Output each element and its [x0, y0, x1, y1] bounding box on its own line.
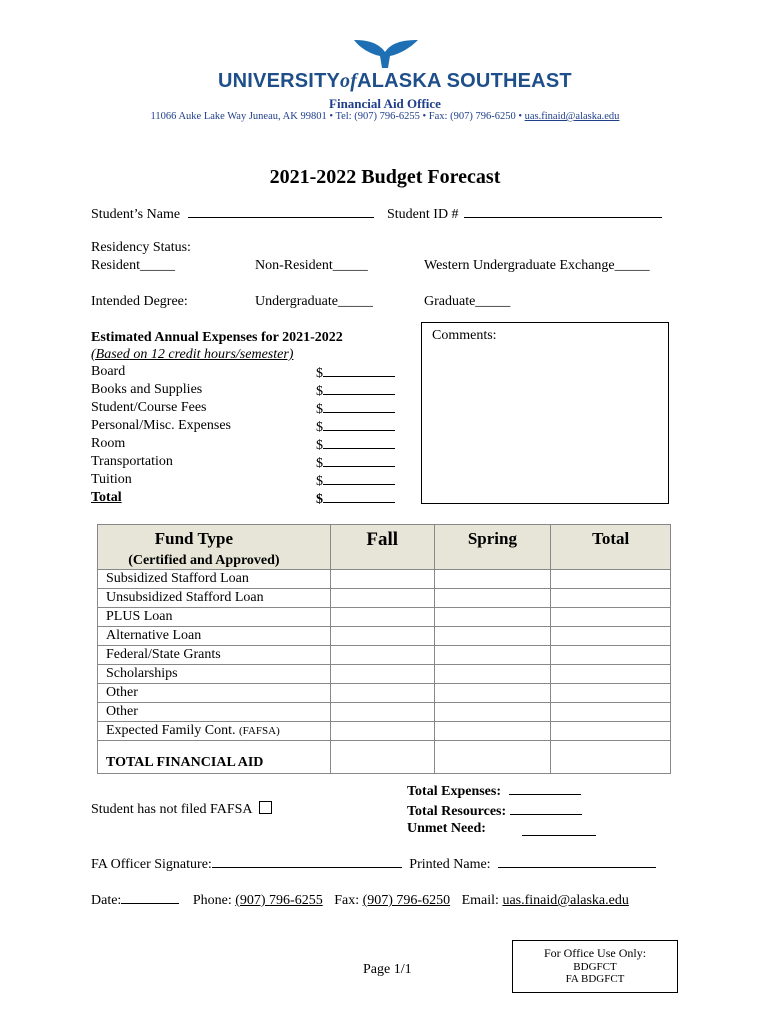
graduate-option[interactable]: Graduate_____ — [424, 294, 511, 309]
table-row: Subsidized Stafford Loan — [98, 570, 671, 589]
fafsa-checkbox[interactable] — [259, 801, 272, 814]
residency-label: Residency Status: — [91, 240, 191, 255]
office-use-box — [512, 940, 678, 993]
expense-label-board: Board — [91, 364, 126, 379]
expense-label-fees: Student/Course Fees — [91, 400, 207, 415]
expense-field-tuition[interactable]: $ — [316, 472, 395, 490]
date-field[interactable] — [121, 890, 179, 904]
header-spring: Spring — [434, 525, 551, 570]
total-expenses-row: Total Expenses: — [407, 781, 581, 800]
expense-field-board[interactable]: $ — [316, 364, 395, 382]
table-row-total: TOTAL FINANCIAL AID — [98, 741, 671, 774]
unmet-need-field[interactable] — [522, 822, 596, 841]
page-number: Page 1/1 — [363, 962, 412, 977]
whale-tail-logo-icon — [352, 38, 420, 70]
table-row: Other — [98, 684, 671, 703]
officer-signature-field[interactable] — [212, 854, 402, 868]
date-label: Date: — [91, 893, 122, 908]
student-name-row — [91, 204, 374, 223]
officer-signature-label: FA Officer Signature: — [91, 857, 212, 872]
resident-option[interactable]: Resident_____ — [91, 258, 175, 273]
expense-label-personal: Personal/Misc. Expenses — [91, 418, 231, 433]
student-id-row — [387, 204, 662, 223]
table-row: PLUS Loan — [98, 608, 671, 627]
expenses-subtitle: (Based on 12 credit hours/semester) — [91, 347, 294, 362]
expenses-title: Estimated Annual Expenses for 2021-2022 — [91, 330, 343, 345]
wue-option[interactable]: Western Undergraduate Exchange_____ — [424, 258, 650, 273]
email-link[interactable]: uas.finaid@alaska.edu — [502, 893, 629, 908]
table-row: Unsubsidized Stafford Loan — [98, 589, 671, 608]
signature-row — [91, 854, 656, 873]
expense-label-transportation: Transportation — [91, 454, 173, 469]
office-use-line2: FA BDGFCT — [565, 973, 625, 985]
table-row: Other — [98, 703, 671, 722]
total-expenses-field[interactable] — [509, 781, 581, 795]
office-contact: 11066 Auke Lake Way Juneau, AK 99801 • Tel: (907) 796-6255 • Fax: (907) 796-6250 • uas.finaid@alaska.edu — [150, 111, 620, 122]
printed-name-field[interactable] — [498, 854, 656, 868]
comments-box[interactable] — [421, 322, 669, 504]
university-name: UNIVERSITYofALASKA SOUTHEAST — [218, 70, 572, 92]
degree-label: Intended Degree: — [91, 294, 188, 309]
fund-table-header — [98, 525, 671, 570]
student-name-field[interactable] — [188, 204, 374, 218]
office-email-link[interactable]: uas.finaid@alaska.edu — [524, 111, 620, 122]
office-use-line1: BDGFCT — [573, 961, 617, 973]
expense-label-tuition: Tuition — [91, 472, 132, 487]
printed-name-label: Printed Name: — [409, 857, 491, 872]
table-row: Scholarships — [98, 665, 671, 684]
expense-field-personal[interactable]: $ — [316, 418, 395, 436]
expense-field-transportation[interactable]: $ — [316, 454, 395, 472]
total-resources-row: Total Resources: — [407, 801, 582, 820]
expense-field-fees[interactable]: $ — [316, 400, 395, 418]
expense-field-total[interactable]: $ — [316, 490, 395, 508]
office-use-title: For Office Use Only: — [543, 946, 647, 960]
footer-contact-row — [91, 890, 629, 909]
total-resources-field[interactable] — [510, 801, 582, 815]
student-name-label: Student’s Name — [91, 207, 181, 222]
fund-table — [97, 524, 671, 774]
expense-field-books[interactable]: $ — [316, 382, 395, 400]
non-resident-option[interactable]: Non-Resident_____ — [255, 258, 368, 273]
expense-label-room: Room — [91, 436, 126, 451]
header-fall: Fall — [330, 525, 434, 570]
comments-label: Comments: — [432, 328, 497, 343]
fax-label: Fax: — [334, 893, 360, 908]
expense-field-room[interactable]: $ — [316, 436, 395, 454]
table-row: Federal/State Grants — [98, 646, 671, 665]
expense-label-total: Total — [91, 490, 122, 505]
undergraduate-option[interactable]: Undergraduate_____ — [255, 294, 373, 309]
header-fund-type: Fund Type (Certified and Approved) — [98, 525, 331, 570]
student-id-label: Student ID # — [387, 207, 459, 222]
unmet-need-row: Unmet Need: — [407, 821, 486, 836]
phone-link[interactable]: (907) 796-6255 — [235, 893, 323, 908]
table-row: Alternative Loan — [98, 627, 671, 646]
fafsa-row — [91, 801, 272, 818]
header-total: Total — [551, 525, 671, 570]
fafsa-label: Student has not filed FAFSA — [91, 802, 253, 817]
office-name: Financial Aid Office — [329, 96, 441, 111]
expense-label-books: Books and Supplies — [91, 382, 203, 397]
page-title: 2021-2022 Budget Forecast — [269, 166, 501, 188]
student-id-field[interactable] — [464, 204, 662, 218]
fax-link[interactable]: (907) 796-6250 — [362, 893, 451, 908]
table-row-efc: Expected Family Cont. (FAFSA) — [98, 722, 671, 741]
email-label: Email: — [461, 893, 499, 908]
phone-label: Phone: — [192, 893, 232, 908]
